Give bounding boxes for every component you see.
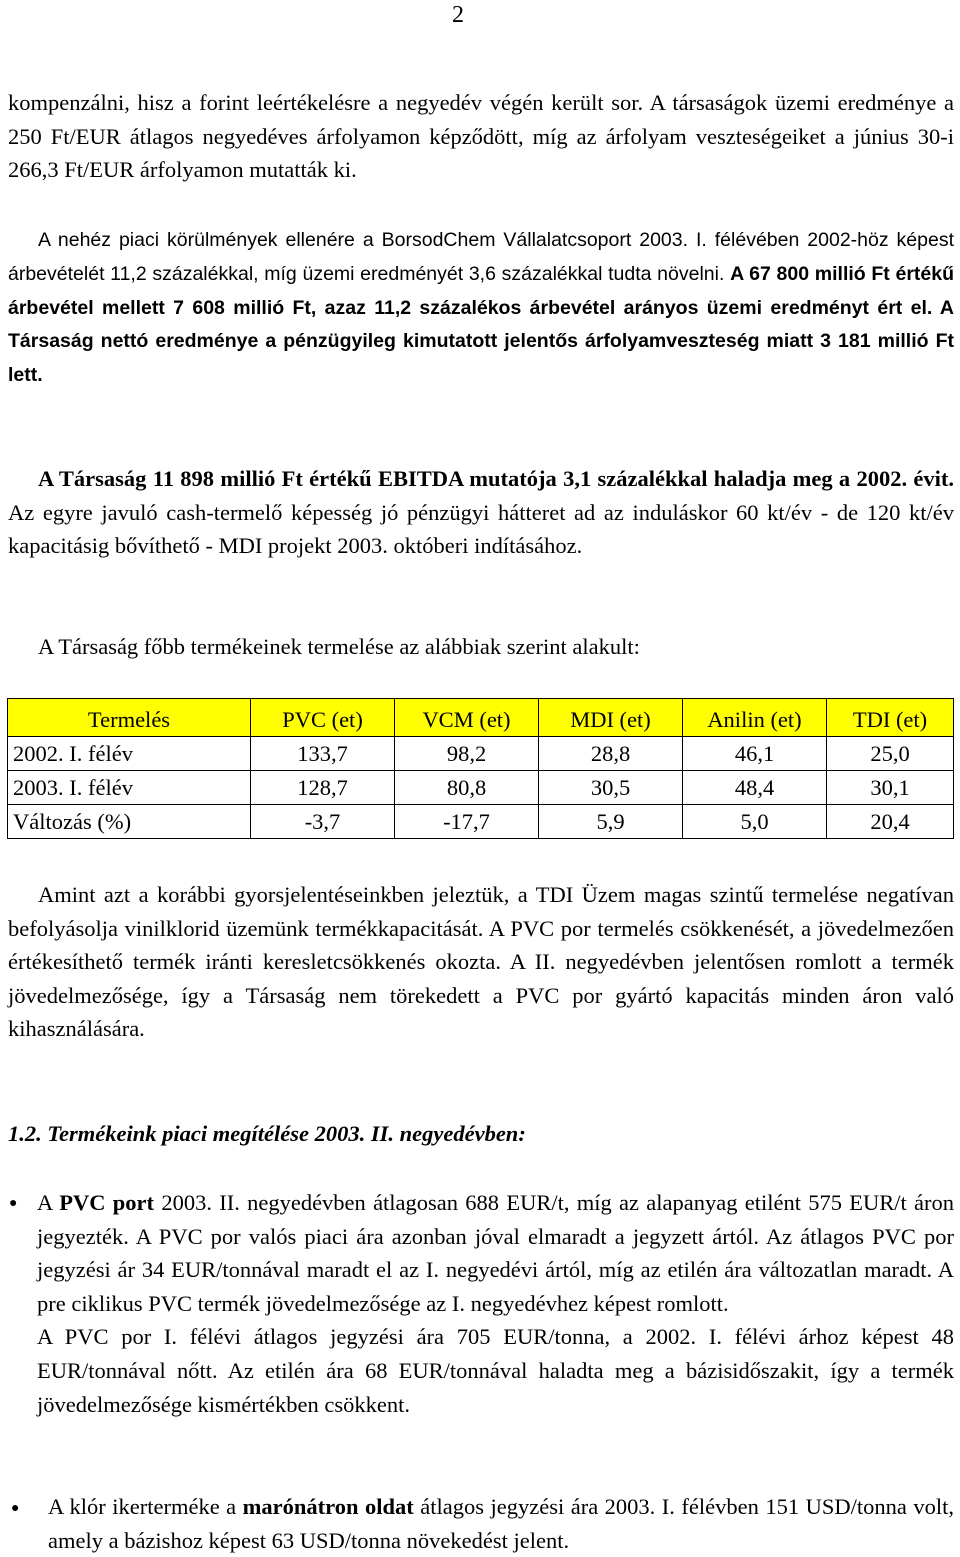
table-row	[8, 771, 954, 805]
table-cell: 98,2	[395, 737, 539, 771]
results-bold-text: A 67 800 millió Ft értékű árbevétel mellett 7 608 millió Ft, azaz 11,2 százalékos árbevétel arányos üzemi eredményt ért el. A Társaság nettó eredménye a pénzügyileg kimutatott jelentős árfolyamveszteség miatt 3 181 millió Ft lett.	[8, 262, 955, 387]
table-cell: 30,5	[539, 771, 683, 805]
ebitda-normal-text: Az egyre javuló cash-termelő képesség jó pénzügyi hátteret ad az induláskor 60 kt/év - de 120 kt/év kapacitásig bővíthető - MDI projekt 2003. októberi indításához.	[8, 499, 954, 559]
table-cell: 5,9	[539, 805, 683, 839]
header-cell-vcm: VCM (et)	[395, 699, 539, 737]
production-table	[7, 698, 954, 839]
ebitda-bold-text: A Társaság 11 898 millió Ft értékű EBITDA mutatója 3,1 százalékkal haladja meg a 2002. évit.	[38, 466, 954, 491]
bullet-pvc-text2: A PVC por I. félévi átlagos jegyzési ára 705 EUR/tonna, a 2002. I. félévi árhoz képest 48 EUR/tonnával nőtt. Az etilén ára 68 EUR/tonnával haladta meg a bázisidőszakit, így a termék jövedelmezősége kismértékben csökkent.	[37, 1324, 954, 1417]
table-cell: 5,0	[683, 805, 827, 839]
table-cell: 28,8	[539, 737, 683, 771]
results-normal-text: A nehéz piaci körülmények ellenére a BorsodChem Vállalatcsoport 2003. I. félévében 2002-höz képest árbevételét 11,2 százalékkal, míg üzemi eredményét 3,6 százalékkal tudta növelni.	[8, 229, 954, 285]
bullet-maronatron-bold: marónátron oldat	[242, 1494, 414, 1519]
header-cell-anilin: Anilin (et)	[683, 699, 827, 737]
bullet-pvc-pre: A	[37, 1190, 60, 1215]
table-cell: 20,4	[827, 805, 954, 839]
header-cell-tdi: TDI (et)	[827, 699, 954, 737]
bullet-icon: ●	[11, 1501, 20, 1516]
bullet-item-pvc	[37, 1186, 954, 1421]
table-row	[8, 737, 954, 771]
table-cell: 48,4	[683, 771, 827, 805]
bullet-maronatron-text: átlagos jegyzési ára 2003. I. félévben 151 USD/tonna volt, amely a bázishoz képest 63 USD/tonna növekedést jelent.	[48, 1494, 954, 1553]
paragraph-intro: kompenzálni, hisz a forint leértékelésre a negyedév végén került sor. A társaságok üzemi eredménye a 250 Ft/EUR átlagos negyedéves árfolyamon képződött, míg az árfolyam veszteségeiket a június 30-i 266,3 Ft/EUR árfolyamon mutatták ki.	[8, 90, 954, 183]
table-cell: -3,7	[251, 805, 395, 839]
bullet-pvc-bold: PVC port	[59, 1190, 155, 1215]
table-cell: 25,0	[827, 737, 954, 771]
table-cell: 2002. I. félév	[8, 737, 251, 771]
bullet-maronatron-pre: A klór ikerterméke a	[48, 1494, 243, 1519]
table-cell: 133,7	[251, 737, 395, 771]
table-cell: 2003. I. félév	[8, 771, 251, 805]
table-cell: 128,7	[251, 771, 395, 805]
table-cell: 80,8	[395, 771, 539, 805]
bullet-icon: ●	[9, 1196, 18, 1211]
table-cell: -17,7	[395, 805, 539, 839]
header-cell-pvc: PVC (et)	[251, 699, 395, 737]
header-cell-mdi: MDI (et)	[539, 699, 683, 737]
header-cell-termeles: Termelés	[8, 699, 251, 737]
section-heading: 1.2. Termékeink piaci megítélése 2003. II. negyedévben:	[8, 1121, 526, 1146]
table-cell: Változás (%)	[8, 805, 251, 839]
table-header-row	[8, 699, 954, 737]
table-row	[8, 805, 954, 839]
paragraph-table-intro: A Társaság főbb termékeinek termelése az alábbiak szerint alakult:	[38, 634, 640, 659]
table-cell: 30,1	[827, 771, 954, 805]
table-cell: 46,1	[683, 737, 827, 771]
paragraph-ebitda	[8, 462, 954, 563]
paragraph-tdi: Amint azt a korábbi gyorsjelentéseinkben jeleztük, a TDI Üzem magas szintű termelése negatívan befolyásolja vinilklorid üzemünk termékkapacitását. A PVC por termelés csökkenését, a jövedelmezően értékesíthető termék iránti keresletcsökkenés okozta. A II. negyedévben jelentősen romlott a termék jövedelmezősége, így a Társaság nem törekedett a PVC por gyártó kapacitás minden áron való kihasználására.	[8, 882, 954, 1042]
paragraph-results	[8, 224, 954, 393]
bullet-item-maronatron	[48, 1490, 954, 1557]
page-number: 2	[452, 2, 464, 28]
bullet-pvc-text: 2003. II. negyedévben átlagosan 688 EUR/t, míg az alapanyag etilént 575 EUR/t áron jegyezték. A PVC por valós piaci ára azonban jóval elmaradt a jegyzett ártól. Az átlagos PVC por jegyzési ár 34 EUR/tonnával maradt el az I. negyedévi ártól, míg az etilén ára változatlan maradt. A pre ciklikus PVC termék jövedelmezősége az I. negyedévhez képest romlott.	[37, 1190, 954, 1316]
